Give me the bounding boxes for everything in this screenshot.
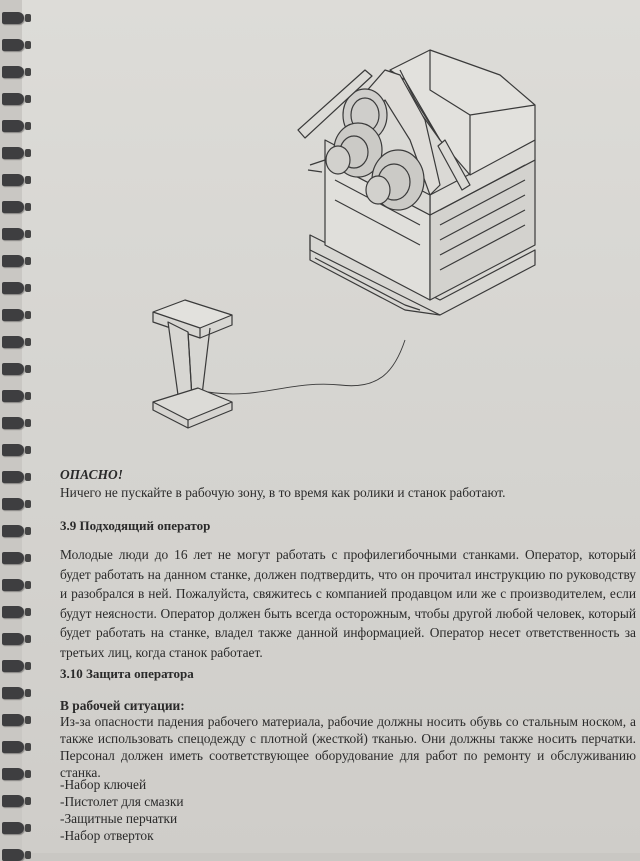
- binding-hole: [25, 770, 31, 778]
- binding-ring: [2, 768, 24, 780]
- binding-ring: [2, 363, 24, 375]
- binding-ring: [2, 120, 24, 132]
- binding-ring: [2, 201, 24, 213]
- binding-ring: [2, 660, 24, 672]
- binding-hole: [25, 527, 31, 535]
- binding-hole: [25, 689, 31, 697]
- binding-hole: [25, 581, 31, 589]
- binding-hole: [25, 716, 31, 724]
- binding-hole: [25, 203, 31, 211]
- binding-ring: [2, 444, 24, 456]
- binding-ring: [2, 336, 24, 348]
- warning-title: ОПАСНО!: [60, 467, 123, 482]
- binding-hole: [25, 230, 31, 238]
- binding-ring: [2, 525, 24, 537]
- binding-ring: [2, 741, 24, 753]
- list-item: -Набор ключей: [60, 777, 147, 792]
- warning-text: Ничего не пускайте в рабочую зону, в то время как ролики и станок работают.: [60, 485, 506, 500]
- binding-hole: [25, 851, 31, 859]
- binding-ring: [2, 12, 24, 24]
- equipment-list: [60, 776, 636, 844]
- spiral-binding: [0, 0, 30, 853]
- control-pedestal: [153, 300, 232, 428]
- binding-hole: [25, 662, 31, 670]
- binding-hole: [25, 365, 31, 373]
- binding-ring: [2, 228, 24, 240]
- binding-hole: [25, 446, 31, 454]
- binding-hole: [25, 608, 31, 616]
- binding-ring: [2, 498, 24, 510]
- binding-ring: [2, 174, 24, 186]
- binding-hole: [25, 14, 31, 22]
- binding-ring: [2, 795, 24, 807]
- binding-hole: [25, 554, 31, 562]
- binding-ring: [2, 147, 24, 159]
- binding-hole: [25, 122, 31, 130]
- binding-hole: [25, 284, 31, 292]
- control-cable: [208, 340, 405, 394]
- binding-ring: [2, 255, 24, 267]
- binding-hole: [25, 473, 31, 481]
- binding-hole: [25, 257, 31, 265]
- list-item: -Защитные перчатки: [60, 811, 178, 826]
- binding-hole: [25, 824, 31, 832]
- binding-ring: [2, 606, 24, 618]
- binding-ring: [2, 282, 24, 294]
- binding-hole: [25, 635, 31, 643]
- binding-hole: [25, 743, 31, 751]
- section-3-9-paragraph: Молодые люди до 16 лет не могут работать с профилегибочными станками. Оператор, который будет работать на данном станке, должен подтвердить, что он прочитал инструкцию по руководству и разобрался в ней. Пожалуйста, свяжитесь с компанией продавцом или же с производителем, если будут неясности. Оператор должен быть всегда осторожным, чтобы другой любой человек, который будет работать на станке, владел также данной информацией. Оператор несет ответственность за третьих лиц, когда станок работает.: [60, 547, 636, 660]
- binding-ring: [2, 93, 24, 105]
- binding-ring: [2, 687, 24, 699]
- binding-hole: [25, 95, 31, 103]
- list-item: -Пистолет для смазки: [60, 794, 184, 809]
- section-3-9-heading: 3.9 Подходящий оператор: [60, 518, 211, 533]
- binding-hole: [25, 419, 31, 427]
- section-3-10-heading: 3.10 Защита оператора: [60, 666, 194, 681]
- binding-ring: [2, 822, 24, 834]
- machine-illustration: [140, 10, 560, 440]
- binding-hole: [25, 797, 31, 805]
- binding-ring: [2, 417, 24, 429]
- binding-ring: [2, 552, 24, 564]
- list-item: -Набор отверток: [60, 828, 154, 843]
- binding-ring: [2, 39, 24, 51]
- binding-ring: [2, 579, 24, 591]
- binding-hole: [25, 338, 31, 346]
- binding-hole: [25, 68, 31, 76]
- binding-ring: [2, 714, 24, 726]
- binding-hole: [25, 500, 31, 508]
- binding-ring: [2, 633, 24, 645]
- binding-ring: [2, 471, 24, 483]
- binding-hole: [25, 311, 31, 319]
- binding-hole: [25, 392, 31, 400]
- binding-ring: [2, 849, 24, 861]
- binding-ring: [2, 66, 24, 78]
- binding-hole: [25, 41, 31, 49]
- section-3-10-paragraph: Из-за опасности падения рабочего материала, рабочие должны носить обувь со стальным носком, а также использовать спецодежду с плотной (жесткой) тканью. Они должны также носить перчатки. Персонал должен иметь соответствующее оборудование для работ по ремонту и обслуживанию станка.: [60, 714, 636, 780]
- binding-ring: [2, 309, 24, 321]
- binding-hole: [25, 149, 31, 157]
- binding-hole: [25, 176, 31, 184]
- binding-ring: [2, 390, 24, 402]
- section-3-10-subheading: В рабочей ситуации:: [60, 698, 185, 713]
